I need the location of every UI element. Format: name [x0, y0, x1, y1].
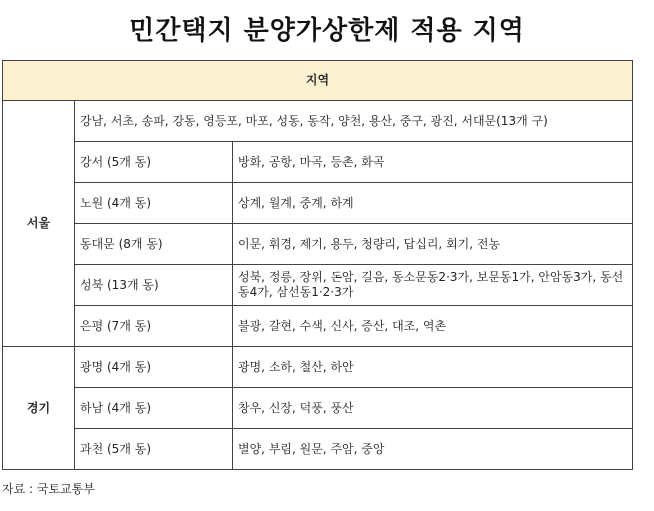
dongs-cell: 이문, 휘경, 제기, 용두, 청량리, 답십리, 회기, 전농 [233, 224, 633, 265]
regions-table [2, 60, 633, 470]
province-seoul: 서울 [3, 101, 75, 347]
district-cell: 광명 (4개 동) [75, 347, 233, 388]
district-cell: 은평 (7개 동) [75, 306, 233, 347]
table-row [3, 347, 633, 388]
district-cell: 과천 (5개 동) [75, 429, 233, 470]
dongs-cell: 상계, 월계, 중계, 하계 [233, 183, 633, 224]
district-cell: 하남 (4개 동) [75, 388, 233, 429]
district-cell: 노원 (4개 동) [75, 183, 233, 224]
dongs-cell: 별양, 부림, 원문, 주암, 중앙 [233, 429, 633, 470]
table-row [3, 101, 633, 142]
page-title: 민간택지 분양가상한제 적용 지역 [129, 16, 525, 46]
district-cell: 동대문 (8개 동) [75, 224, 233, 265]
table-row [3, 429, 633, 470]
table-row [3, 142, 633, 183]
dongs-cell: 불광, 갈현, 수색, 신사, 증산, 대조, 역촌 [233, 306, 633, 347]
dongs-cell: 성북, 정릉, 장위, 돈암, 길음, 동소문동2·3가, 보문동1가, 안암동3가, 동선동4가, 삼선동1·2·3가 [233, 265, 633, 306]
source-note: 자료 : 국토교통부 [2, 482, 95, 496]
table-header-row [3, 61, 633, 101]
table-row [3, 388, 633, 429]
district-cell: 강남, 서초, 송파, 강동, 영등포, 마포, 성동, 동작, 양천, 용산, 중구, 광진, 서대문(13개 구) [75, 101, 633, 142]
table-row [3, 265, 633, 306]
dongs-cell: 창우, 신장, 덕풍, 풍산 [233, 388, 633, 429]
district-cell: 성북 (13개 동) [75, 265, 233, 306]
table-row [3, 224, 633, 265]
table-row [3, 306, 633, 347]
dongs-cell: 광명, 소하, 철산, 하안 [233, 347, 633, 388]
province-gyeonggi: 경기 [3, 347, 75, 470]
table-header: 지역 [3, 61, 633, 101]
table-row [3, 183, 633, 224]
district-cell: 강서 (5개 동) [75, 142, 233, 183]
dongs-cell: 방화, 공항, 마곡, 등촌, 화곡 [233, 142, 633, 183]
